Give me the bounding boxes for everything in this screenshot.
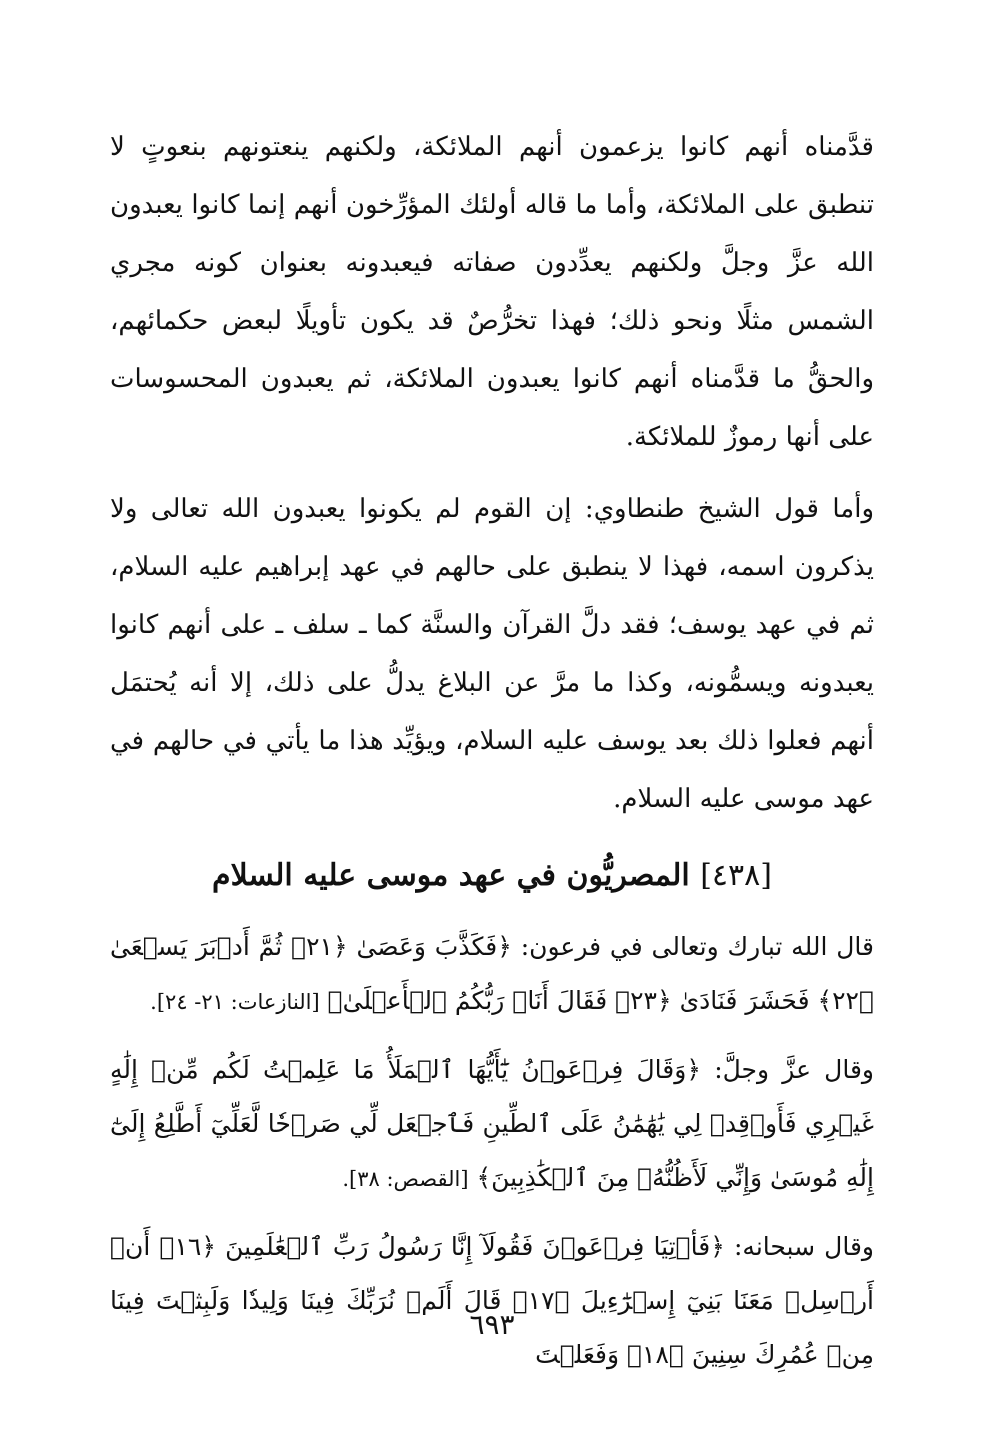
quote-3-verses: ﴿فَأۡتِيَا فِرۡعَوۡنَ فَقُولَآ إِنَّا رَسُولُ رَبِّ ٱلۡعَٰلَمِينَ ﴿١٦﴾ أَنۡ أَرۡسِلۡ مَعَنَا بَنِيٓ إِسۡرَٰٓءِيلَ ﴿١٧﴾ قَالَ أَلَمۡ نُرَبِّكَ فِينَا وَلِيدٗا وَلَبِثۡتَ فِينَا مِنۡ عُمُرِكَ سِنِينَ ﴿١٨﴾ وَفَعَلۡتَ — [110, 1232, 874, 1369]
section-title: المصريُّون في عهد موسى عليه السلام — [212, 858, 690, 893]
quote-1-intro: قال الله تبارك وتعالى في فرعون: — [520, 932, 874, 961]
section-number: [٤٣٨] — [700, 858, 772, 893]
paragraph-2: وأما قول الشيخ طنطاوي: إن القوم لم يكونوا يعبدون الله تعالى ولا يذكرون اسمه، فهذا لا ينطبق على حالهم في عهد إبراهيم عليه السلام، ثم في عهد يوسف؛ فقد دلَّ القرآن والسنَّة كما ـ سلف ـ على أنهم كانوا يعبدونه ويسمُّونه، وكذا ما مرَّ عن البلاغ يدلُّ على ذلك، إلا أنه يُحتمَل أنهم فعلوا ذلك بعد يوسف عليه السلام، ويؤيِّد هذا ما يأتي في حالهم في عهد موسى عليه السلام. — [110, 494, 874, 814]
quote-2 — [110, 1043, 874, 1206]
quote-3 — [110, 1220, 874, 1382]
quote-1-reference: [النازعات: ٢١- ٢٤]. — [150, 990, 320, 1014]
quote-1-verses: ﴿فَكَذَّبَ وَعَصَىٰ ﴿٢١﴾ ثُمَّ أَدۡبَرَ يَسۡعَىٰ ﴿٢٢﴾ فَحَشَرَ فَنَادَىٰ ﴿٢٣﴾ فَقَالَ أَنَا۠ رَبُّكُمُ ٱلۡأَعۡلَىٰ﴾ — [110, 932, 874, 1015]
section-heading — [110, 846, 874, 906]
quote-2-intro: وقال عزَّ وجلَّ: — [714, 1055, 874, 1084]
page-number: ٦٩٣ — [469, 1308, 515, 1341]
quote-1 — [110, 920, 874, 1029]
page-body — [110, 118, 874, 1382]
quote-2-verses: ﴿وَقَالَ فِرۡعَوۡنُ يَٰٓأَيُّهَا ٱلۡمَلَأُ مَا عَلِمۡتُ لَكُم مِّنۡ إِلَٰهٍ غَيۡرِي فَأَوۡقِدۡ لِي يَٰهَٰمَٰنُ عَلَى ٱلطِّينِ فَٱجۡعَل لِّي صَرۡحٗا لَّعَلِّيٓ أَطَّلِعُ إِلَىٰٓ إِلَٰهِ مُوسَىٰ وَإِنِّي لَأَظُنُّهُۥ مِنَ ٱلۡكَٰذِبِينَ﴾ — [110, 1055, 874, 1192]
quote-2-reference: [القصص: ٣٨]. — [342, 1167, 469, 1191]
paragraph-1: قدَّمناه أنهم كانوا يزعمون أنهم الملائكة، ولكنهم ينعتونهم بنعوتٍ لا تنطبق على الملائكة، وأما ما قاله أولئك المؤرِّخون أنهم إنما كانوا يعبدون الله عزَّ وجلَّ ولكنهم يعدِّدون صفاته فيعبدونه بعنوان كونه مجري الشمس مثلًا ونحو ذلك؛ فهذا تخرُّصٌ قد يكون تأويلًا لبعض حكمائهم، والحقُّ ما قدَّمناه أنهم كانوا يعبدون الملائكة، ثم يعبدون المحسوسات على أنها رموزٌ للملائكة. — [110, 132, 875, 452]
quote-3-intro: وقال سبحانه: — [734, 1232, 874, 1261]
